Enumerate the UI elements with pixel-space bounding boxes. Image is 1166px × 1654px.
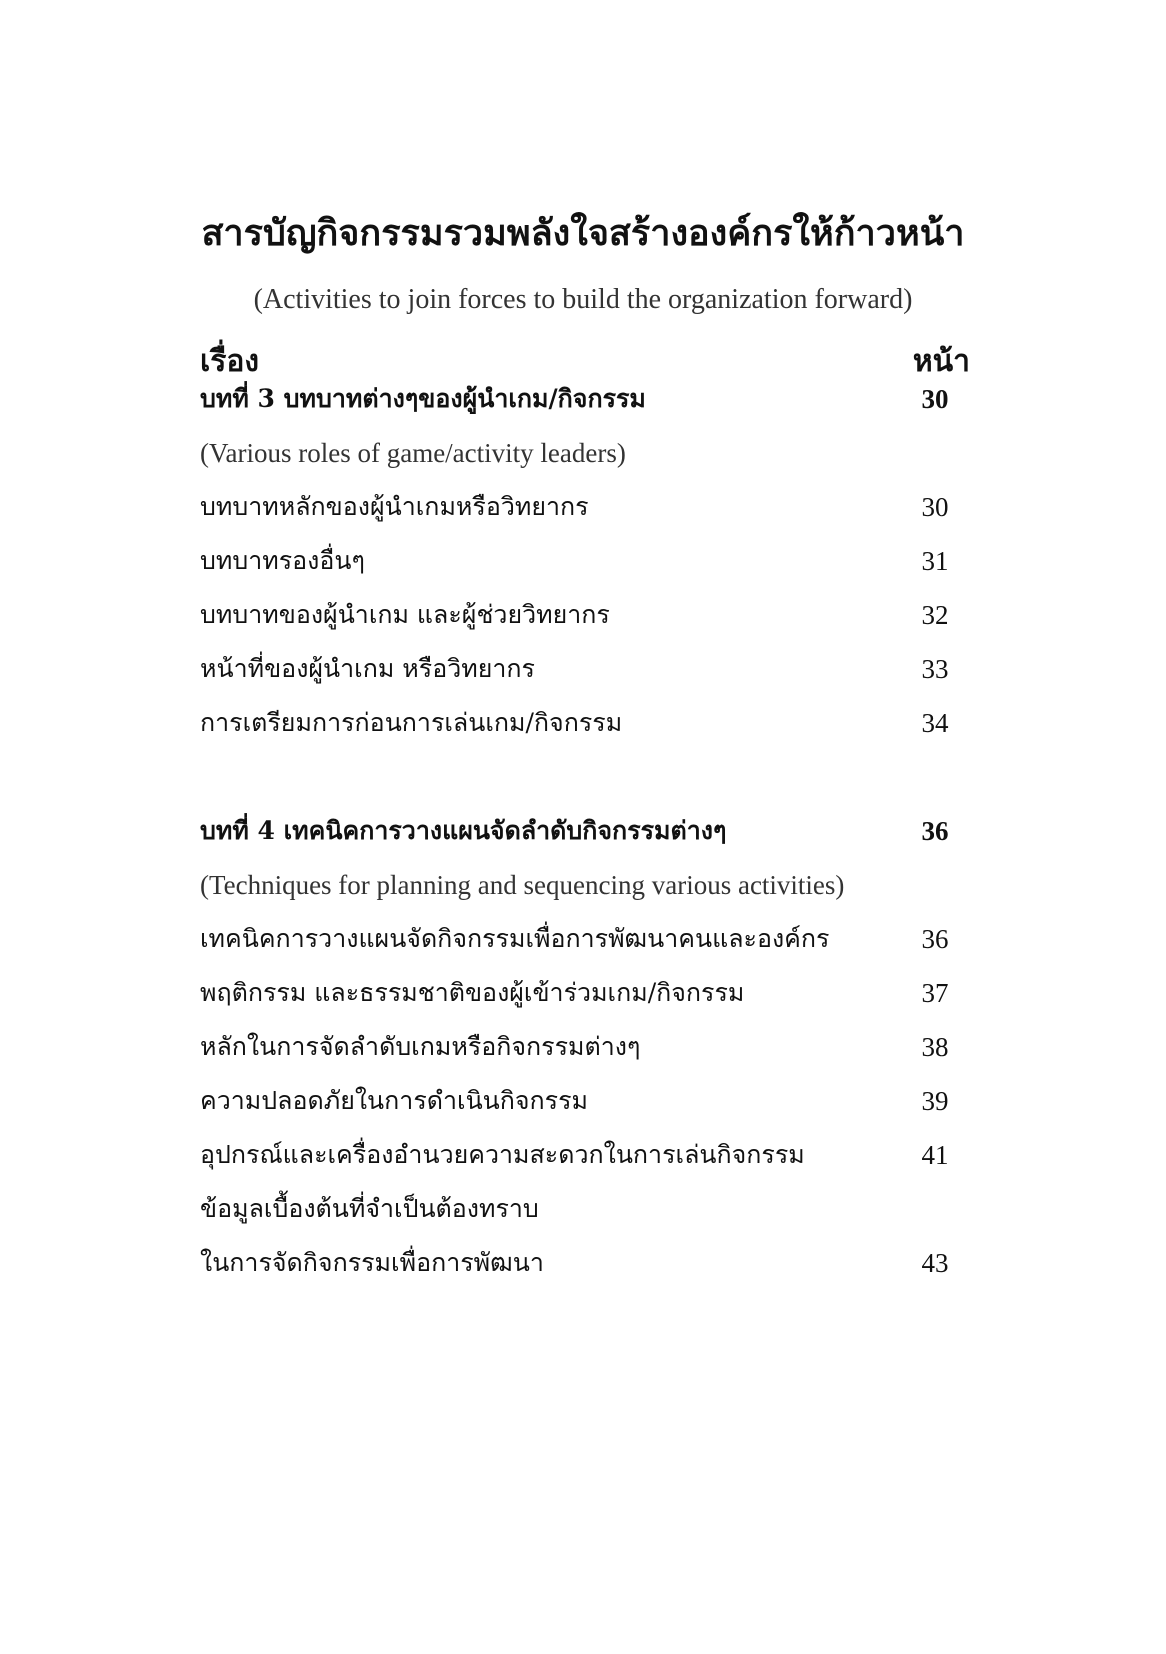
page-number: 33 xyxy=(921,654,949,684)
entry-title: พฤติกรรม และธรรมชาติของผู้เข้าร่วมเกม/กิจกรรม xyxy=(200,978,745,1007)
page-number: 38 xyxy=(921,1032,949,1062)
page-number: 36 xyxy=(921,924,949,954)
page-subtitle: (Activities to join forces to build the organization forward) xyxy=(253,284,913,315)
toc-entry xyxy=(200,1186,980,1232)
entry-title: ข้อมูลเบื้องต้นที่จำเป็นต้องทราบ xyxy=(200,1194,539,1223)
entry-title: อุปกรณ์และเครื่องอำนวยความสะดวกในการเล่นกิจกรรม xyxy=(200,1140,805,1169)
page-number: 39 xyxy=(921,1086,949,1116)
toc-entry xyxy=(200,970,980,1016)
toc-entry xyxy=(200,592,980,638)
page-number: 31 xyxy=(921,546,949,576)
toc-entry xyxy=(200,916,980,962)
page-number: 32 xyxy=(921,600,949,630)
page-number: 34 xyxy=(921,708,949,738)
chapter-english-title: (Techniques for planning and sequencing various activities) xyxy=(200,870,845,900)
entry-title: เทคนิคการวางแผนจัดกิจกรรมเพื่อการพัฒนาคนและองค์กร xyxy=(200,924,830,953)
entry-title: ความปลอดภัยในการดำเนินกิจกรรม xyxy=(200,1086,589,1115)
column-header-topic: เรื่อง xyxy=(200,344,260,379)
entry-title: ในการจัดกิจกรรมเพื่อการพัฒนา xyxy=(200,1248,544,1277)
toc-chapter-4-english xyxy=(200,862,980,908)
toc-entry xyxy=(200,1024,980,1070)
toc-entry xyxy=(200,646,980,692)
entry-title: การเตรียมการก่อนการเล่นเกม/กิจกรรม xyxy=(200,708,623,737)
entry-title: หลักในการจัดลำดับเกมหรือกิจกรรมต่างๆ xyxy=(200,1032,641,1061)
page-number: 41 xyxy=(921,1140,949,1170)
entry-title: บทบาทหลักของผู้นำเกมหรือวิทยากร xyxy=(200,492,589,521)
entry-title: หน้าที่ของผู้นำเกม หรือวิทยากร xyxy=(200,654,535,683)
toc-chapter-3 xyxy=(200,376,980,422)
page-number: 30 xyxy=(921,492,949,522)
page-number: 37 xyxy=(921,978,949,1008)
page-title: สารบัญกิจกรรมรวมพลังใจสร้างองค์กรให้ก้าวหน้า xyxy=(201,212,965,254)
toc-entry xyxy=(200,1078,980,1124)
page-number: 30 xyxy=(921,384,949,414)
toc-entry xyxy=(200,1132,980,1178)
chapter-english-title: (Various roles of game/activity leaders) xyxy=(200,438,626,468)
entry-title: บทบาทรองอื่นๆ xyxy=(200,546,365,575)
page-number: 43 xyxy=(921,1248,949,1278)
toc-entry xyxy=(200,1240,980,1286)
column-header-page: หน้า xyxy=(912,344,970,379)
chapter-title: บทที่ 4 เทคนิคการวางแผนจัดลำดับกิจกรรมต่างๆ xyxy=(200,816,727,845)
toc-entry xyxy=(200,700,980,746)
toc-entry xyxy=(200,484,980,530)
chapter-title: บทที่ 3 บทบาทต่างๆของผู้นำเกม/กิจกรรม xyxy=(200,384,646,413)
entry-title: บทบาทของผู้นำเกม และผู้ช่วยวิทยากร xyxy=(200,600,610,629)
toc-entry xyxy=(200,538,980,584)
toc-chapter-4 xyxy=(200,808,980,854)
toc-chapter-3-english xyxy=(200,430,980,476)
page-number: 36 xyxy=(921,816,949,846)
